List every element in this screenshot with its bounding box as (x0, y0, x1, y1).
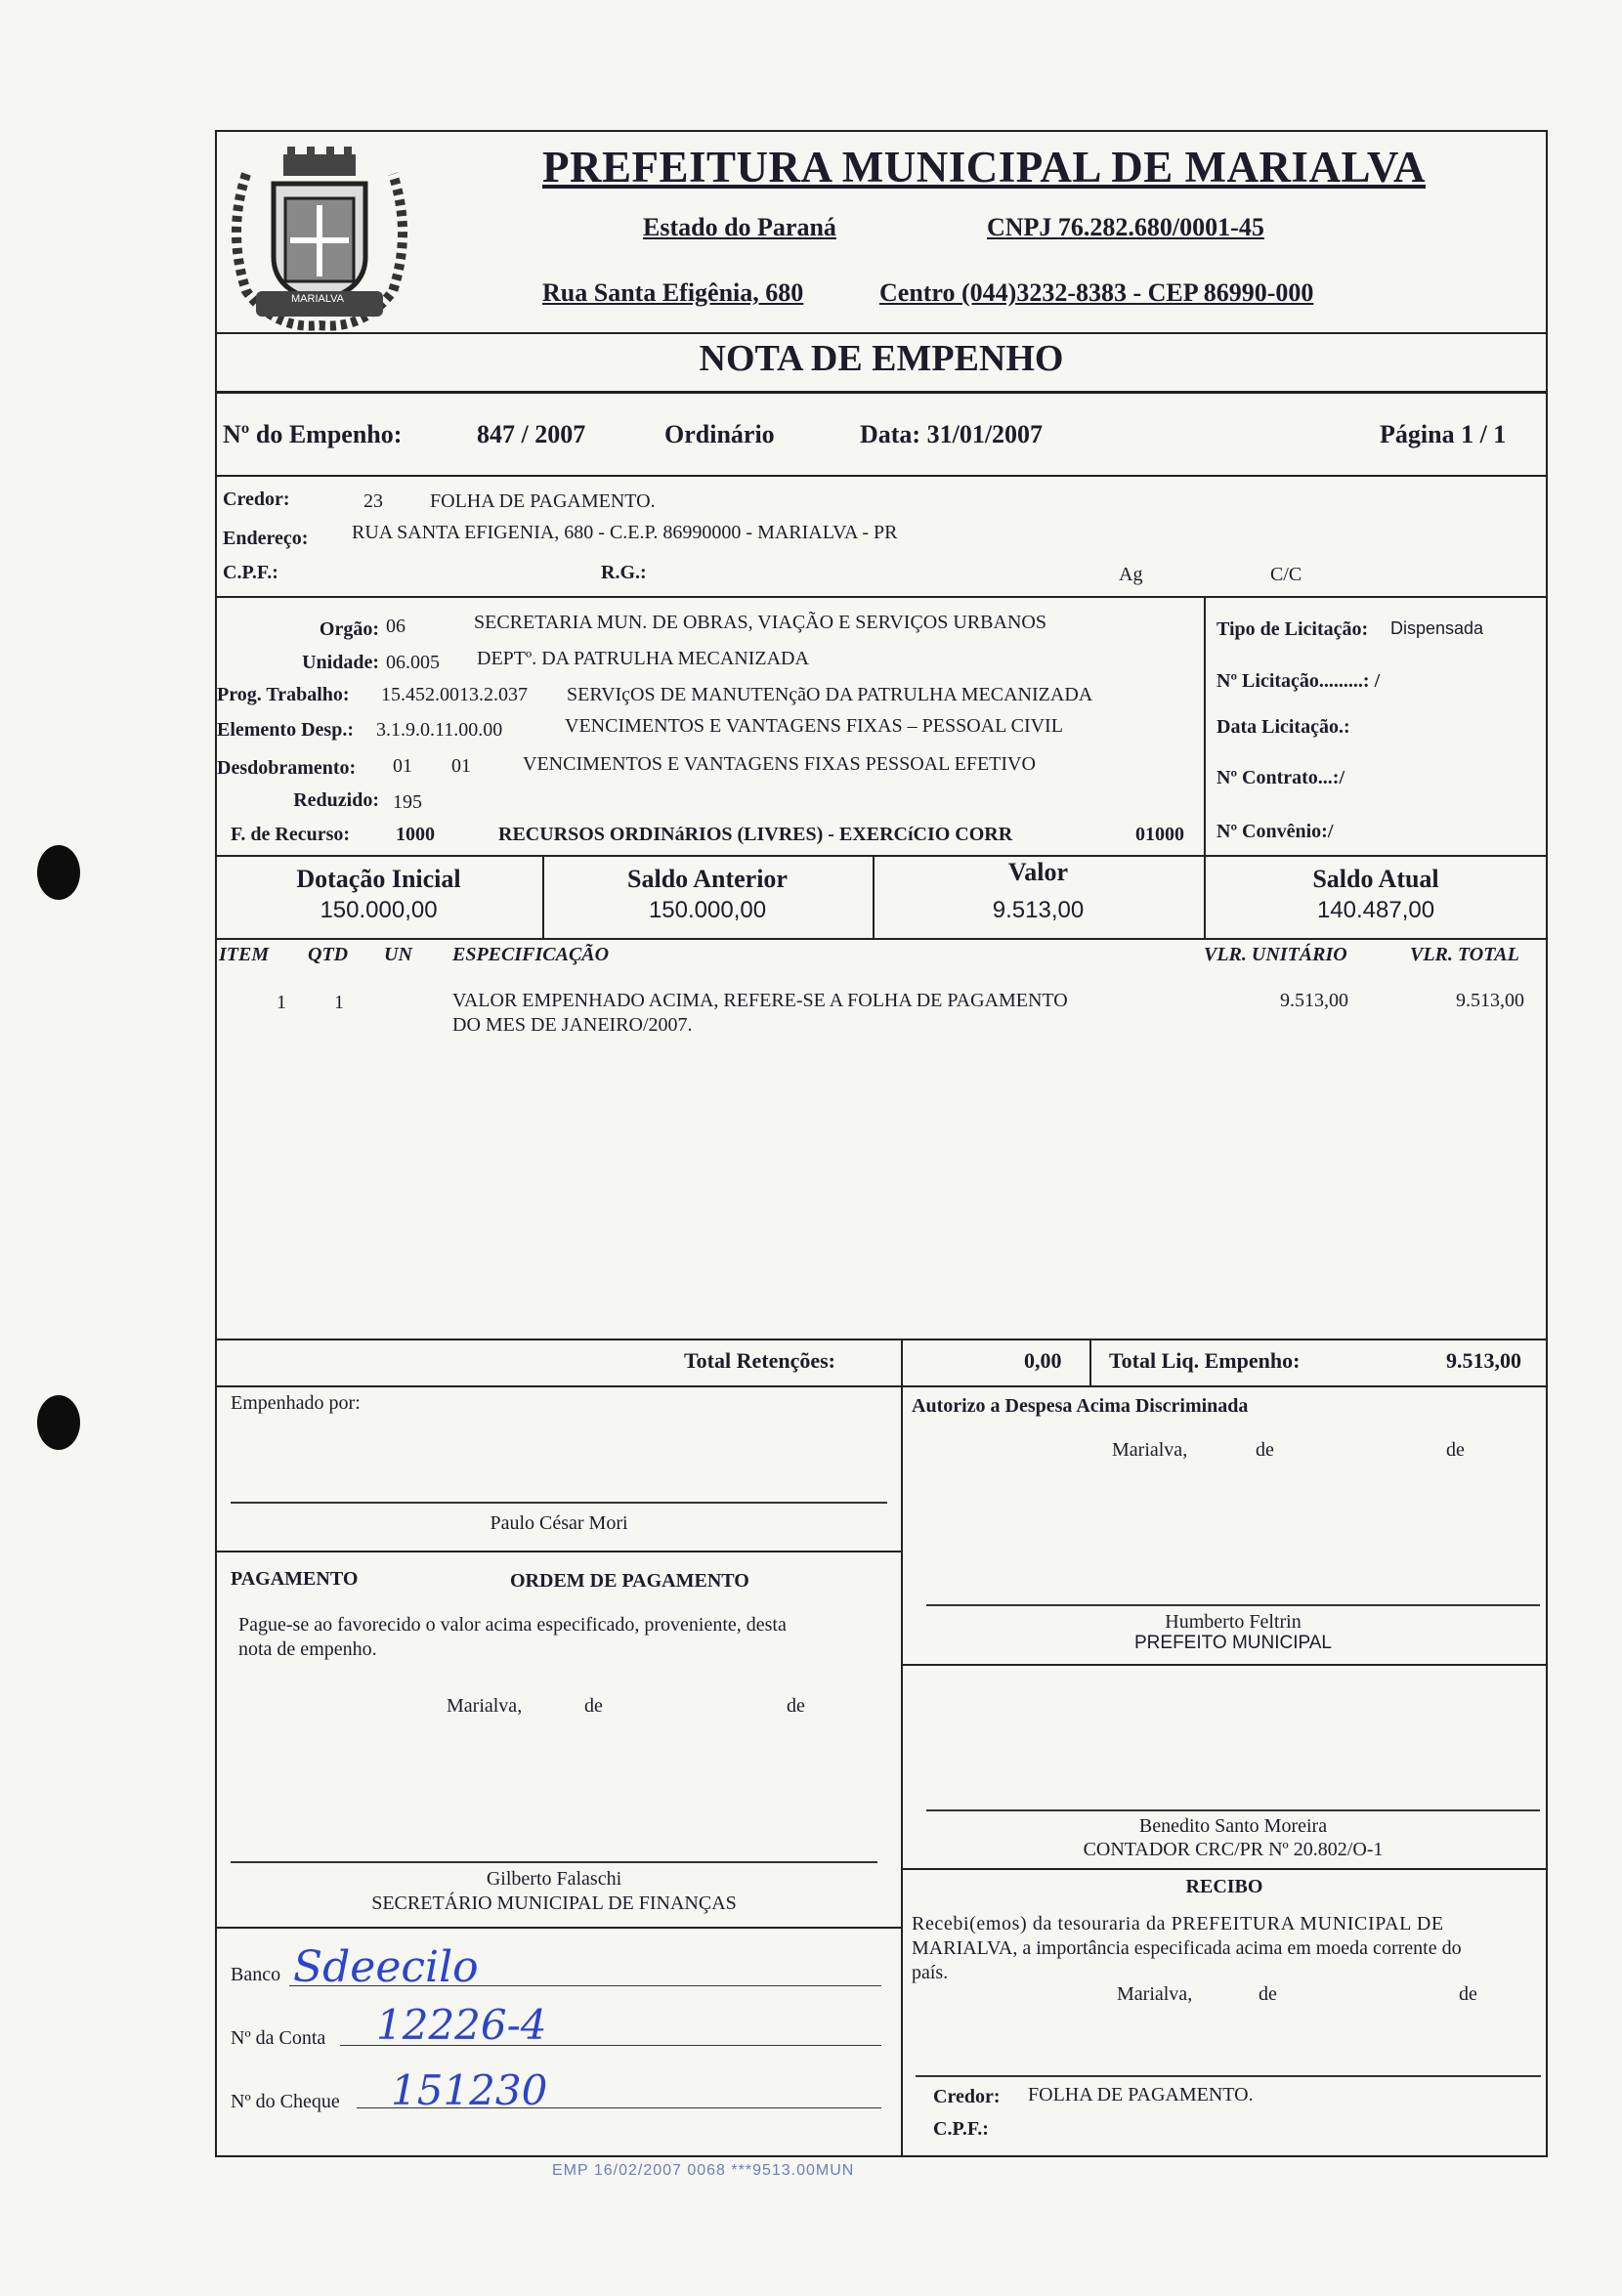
elemento-label: Elemento Desp.: (217, 719, 354, 741)
cnpj: CNPJ 76.282.680/0001-45 (987, 213, 1264, 241)
desdobramento-code1: 01 (393, 755, 412, 777)
fonte-code2: 01000 (1135, 824, 1184, 845)
reduzido-label: Reduzido: (293, 789, 379, 811)
reduzido-code: 195 (393, 791, 422, 813)
pague-text-line1: Pague-se ao favorecido o valor acima especificado, proveniente, desta (238, 1614, 787, 1636)
mechanical-stamp: EMP 16/02/2007 0068 ***9513.00MUN (552, 2162, 855, 2179)
total-retencoes-label: Total Retenções: (684, 1348, 835, 1373)
footer-credor-name: FOLHA DE PAGAMENTO. (1028, 2084, 1254, 2105)
prog-name: SERVIçOS DE MANUTENçãO DA PATRULHA MECANIZADA (567, 684, 1093, 705)
footer-cpf-label: C.P.F.: (933, 2118, 989, 2140)
recibo-text-line1: Recebi(emos) da tesouraria da PREFEITURA MUNICIPAL DE (912, 1913, 1444, 1935)
dotacao-value: 150.000,00 (320, 897, 438, 923)
secretario-name: Gilberto Falaschi (486, 1868, 622, 1890)
cheque-value[interactable]: 151230 (391, 2066, 548, 2114)
empenhado-name: Paulo César Mori (490, 1512, 628, 1534)
recibo-text-line3: país. (912, 1962, 949, 1983)
total-liquido-value: 9.513,00 (1446, 1348, 1521, 1373)
item-spec-line2: DO MES DE JANEIRO/2007. (452, 1014, 693, 1036)
pague-text-line2: nota de empenho. (238, 1638, 377, 1660)
ordem-pagamento-label: ORDEM DE PAGAMENTO (510, 1570, 749, 1592)
dotacao-label: Dotação Inicial (296, 865, 461, 893)
banco-value[interactable]: Sdeecilo (293, 1942, 479, 1992)
saldo-atual-value: 140.487,00 (1316, 897, 1435, 923)
cc-label: C/C (1270, 564, 1302, 585)
fonte-name: RECURSOS ORDINáRIOS (LIVRES) - EXERCíCIO CORR (498, 824, 1013, 845)
autorizo-label: Autorizo a Despesa Acima Discriminada (912, 1395, 1249, 1417)
numero-contrato: Nº Contrato...:/ (1216, 767, 1345, 788)
endereco: RUA SANTA EFIGENIA, 680 - C.E.P. 86990000 - MARIALVA - PR (352, 522, 898, 543)
tipo-licitacao-label: Tipo de Licitação: (1216, 618, 1369, 640)
ordem-place: Marialva, (447, 1695, 523, 1717)
cheque-label: Nº do Cheque (231, 2091, 340, 2112)
ordem-de2: de (787, 1695, 805, 1717)
item-number: 1 (277, 992, 286, 1013)
item-unit-value: 9.513,00 (1280, 990, 1348, 1011)
empenhado-por-label: Empenhado por: (231, 1392, 361, 1414)
prefeito-name: Humberto Feltrin (1165, 1611, 1302, 1633)
prog-code: 15.452.0013.2.037 (381, 684, 528, 705)
item-total-value: 9.513,00 (1456, 990, 1524, 1011)
recibo-text-line2: MARIALVA, a importância especificada acima em moeda corrente do (912, 1937, 1462, 1959)
orgao-label: Orgão: (319, 618, 379, 640)
recibo-title: RECIBO (1185, 1876, 1263, 1897)
prog-label: Prog. Trabalho: (217, 684, 350, 705)
total-liquido-label: Total Liq. Empenho: (1109, 1348, 1301, 1373)
page-number: Página 1 / 1 (1380, 420, 1507, 448)
elemento-code: 3.1.9.0.11.00.00 (376, 719, 503, 741)
col-item: ITEM (219, 944, 270, 965)
elemento-name: VENCIMENTOS E VANTAGENS FIXAS – PESSOAL CIVIL (565, 715, 1063, 737)
contador-title: CONTADOR CRC/PR Nº 20.802/O-1 (1083, 1839, 1384, 1860)
desdobramento-name: VENCIMENTOS E VANTAGENS FIXAS PESSOAL EFETIVO (523, 753, 1036, 775)
credor-code: 23 (363, 490, 383, 512)
secretario-title: SECRETÁRIO MUNICIPAL DE FINANÇAS (371, 1892, 737, 1914)
punch-hole (37, 845, 80, 900)
recibo-place: Marialva, (1117, 1983, 1193, 2005)
numero-licitacao: Nº Licitação.........: / (1216, 670, 1381, 692)
saldo-anterior-value: 150.000,00 (648, 897, 767, 923)
ag-label: Ag (1119, 564, 1143, 585)
autorizo-de: de (1256, 1439, 1274, 1461)
punch-hole (37, 1395, 80, 1450)
unidade-code: 06.005 (386, 652, 440, 673)
col-valor-unitario: VLR. UNITÁRIO (1204, 944, 1347, 965)
recibo-de2: de (1459, 1983, 1477, 2005)
unidade-name: DEPTº. DA PATRULHA MECANIZADA (477, 648, 809, 669)
municipality-title: PREFEITURA MUNICIPAL DE MARIALVA (542, 143, 1427, 191)
recibo-de: de (1259, 1983, 1277, 2005)
empenho-type: Ordinário (664, 420, 775, 448)
col-qtd: QTD (308, 944, 349, 965)
fonte-code: 1000 (396, 824, 435, 845)
unidade-label: Unidade: (302, 652, 379, 673)
rg-label: R.G.: (601, 562, 647, 583)
desdobramento-label: Desdobramento: (217, 757, 357, 779)
autorizo-place: Marialva, (1112, 1439, 1188, 1461)
district-phone-cep: Centro (044)3232-8383 - CEP 86990-000 (879, 278, 1314, 307)
valor-label: Valor (1007, 858, 1069, 886)
crest-banner-text: MARIALVA (291, 293, 344, 305)
street-address: Rua Santa Efigênia, 680 (542, 278, 804, 307)
credor-name: FOLHA DE PAGAMENTO. (430, 490, 656, 512)
empenho-number: 847 / 2007 (477, 420, 586, 448)
col-un: UN (384, 944, 412, 965)
tipo-licitacao-value: Dispensada (1390, 618, 1484, 638)
municipal-crest-icon (217, 135, 422, 340)
col-especificacao: ESPECIFICAÇÃO (452, 944, 610, 965)
ordem-de: de (584, 1695, 603, 1717)
document-title: NOTA DE EMPENHO (699, 338, 1064, 379)
item-spec-line1: VALOR EMPENHADO ACIMA, REFERE-SE A FOLHA DE PAGAMENTO (452, 990, 1068, 1011)
numero-convenio: Nº Convênio:/ (1216, 821, 1334, 842)
orgao-code: 06 (386, 616, 406, 637)
autorizo-de2: de (1446, 1439, 1465, 1461)
endereco-label: Endereço: (223, 528, 309, 549)
conta-value[interactable]: 12226-4 (376, 2001, 547, 2049)
empenho-label: Nº do Empenho: (223, 420, 403, 448)
credor-label: Credor: (223, 489, 290, 510)
conta-label: Nº da Conta (231, 2027, 326, 2049)
empenho-date: Data: 31/01/2007 (860, 420, 1044, 448)
data-licitacao: Data Licitação.: (1216, 716, 1350, 738)
valor-value: 9.513,00 (992, 897, 1085, 923)
cpf-label: C.P.F.: (223, 562, 278, 583)
prefeito-title: PREFEITO MUNICIPAL (1134, 1633, 1332, 1653)
saldo-anterior-label: Saldo Anterior (627, 865, 788, 893)
state-name: Estado do Paraná (643, 213, 836, 241)
pagamento-label: PAGAMENTO (231, 1568, 359, 1590)
fonte-label: F. de Recurso: (231, 824, 351, 845)
orgao-name: SECRETARIA MUN. DE OBRAS, VIAÇÃO E SERVIÇOS URBANOS (474, 612, 1046, 633)
item-qtd: 1 (334, 992, 344, 1013)
desdobramento-code2: 01 (451, 755, 471, 777)
contador-name: Benedito Santo Moreira (1138, 1815, 1328, 1837)
total-retencoes-value: 0,00 (1024, 1348, 1062, 1373)
footer-credor-label: Credor: (933, 2086, 1001, 2107)
saldo-atual-label: Saldo Atual (1312, 865, 1439, 893)
col-valor-total: VLR. TOTAL (1410, 944, 1519, 965)
banco-label: Banco (231, 1964, 281, 1985)
